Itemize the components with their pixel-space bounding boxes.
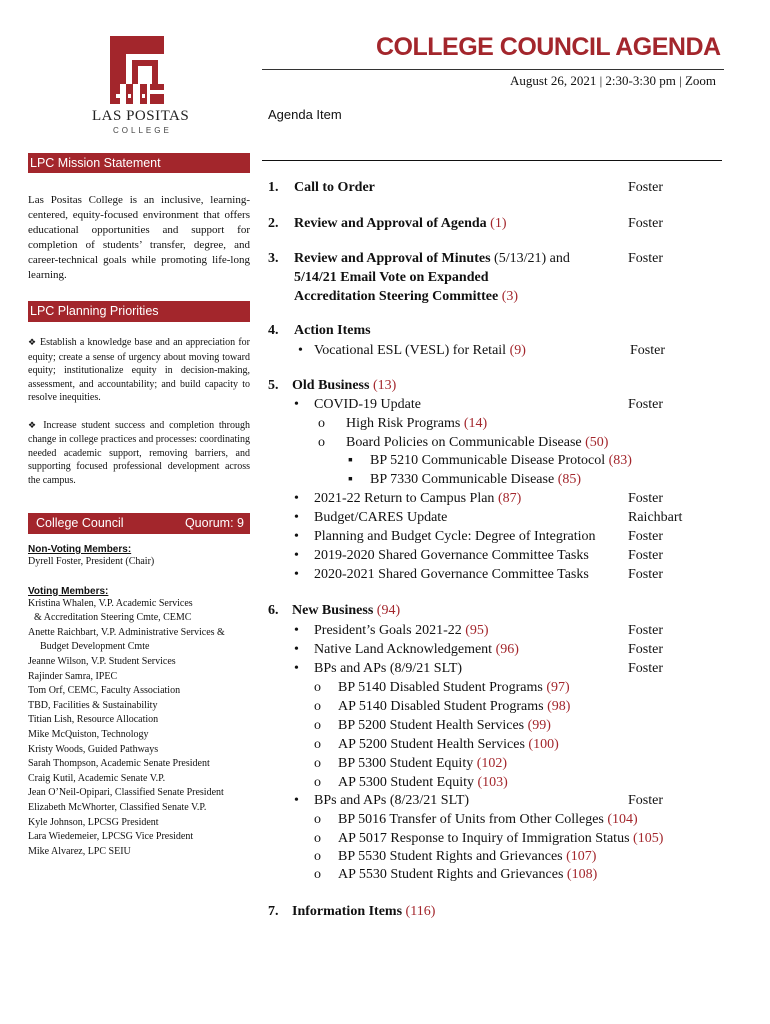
agenda-subitem: • 2019-2020 Shared Governance Committee Tasks Foster [268,546,708,566]
agenda-subsubitem: o AP 5300 Student Equity (103) [268,773,708,793]
member-item: Jeanne Wilson, V.P. Student Services [28,655,176,667]
page-ref[interactable]: (103) [477,775,508,790]
council-header [28,513,250,533]
circle-bullet-icon: o [314,867,321,882]
page-ref[interactable]: (94) [376,603,401,618]
agenda-item-4: 4. Action Items [268,321,708,341]
page-ref[interactable]: (95) [465,623,489,638]
member-item: Kristina Whalen, V.P. Academic Services [28,597,193,609]
council-title: College Council [36,516,124,530]
council-underline [28,533,250,534]
item-owner: Foster [628,529,663,544]
circle-bullet-icon: o [314,756,321,771]
member-item: & Accreditation Steering Cmte, CEMC [34,612,192,624]
agenda-subsubitem: o BP 5016 Transfer of Units from Other Colleges (104) [268,810,708,830]
agenda-subitem: • 2020-2021 Shared Governance Committee Tasks Foster [268,565,708,585]
item-title: Information Items [292,904,403,919]
item-title: Call to Order [294,180,375,195]
bullet-icon: • [294,567,299,582]
agenda-item-6: 6. New Business (94) [268,603,401,618]
non-voting-header: Non-Voting Members: [28,544,132,555]
page-ref[interactable]: (9) [509,343,526,358]
item-owner: Foster [630,343,665,358]
member-item: TBD, Facilities & Sustainability [28,699,158,711]
small-bullet-icon: ▪ [348,472,353,487]
bullet-icon: • [294,548,299,563]
bullet-icon: • [294,491,299,506]
page-ref[interactable]: (14) [463,416,488,431]
circle-bullet-icon: o [314,718,321,733]
member-item: Dyrell Foster, President (Chair) [28,556,155,567]
circle-bullet-icon: o [314,680,321,695]
page-ref[interactable]: (1) [490,216,507,231]
agenda-subsubitem: o AP 5140 Disabled Student Programs (98) [268,697,708,717]
item-owner: Foster [628,642,663,657]
circle-bullet-icon: o [318,435,325,450]
item-owner: Foster [628,567,663,582]
item-owner: Foster [628,548,663,563]
agenda-subsubitem: o BP 5200 Student Health Services (99) [268,716,708,736]
member-item: Tom Orf, CEMC, Faculty Association [28,685,181,697]
diamond-bullet-icon: ❖ [28,338,37,348]
agenda-subsubitem: o AP 5017 Response to Inquiry of Immigration Status (105) [268,829,708,849]
agenda-subitem: • BPs and APs (8/23/21 SLT) Foster [268,791,708,811]
priority-item: ❖ Increase student success and completion through change in college practices and processes: coordinating needed academic support, removing barriers, and supporting focused professional development across the campus. [28,419,250,486]
priorities-underline [28,321,250,322]
bullet-icon: • [294,623,299,638]
circle-bullet-icon: o [314,812,321,827]
logo-subtitle: COLLEGE [113,126,172,135]
member-item: Mike Alvarez, LPC SEIU [28,845,131,857]
agenda-subsubitem: o BP 5140 Disabled Student Programs (97) [268,678,708,698]
item-title: Old Business [292,378,370,393]
agenda-item-header: Agenda Item [268,107,342,122]
item-owner: Foster [628,491,663,506]
mission-text: Las Positas College is an inclusive, learning-centered, equity-focused environment that offers educational opportunities and support for completion of students’ transfer, degree, and career-technical goals while promoting life-long learning. [28,194,250,281]
page-ref[interactable]: (96) [495,642,519,657]
bullet-icon: • [294,661,299,676]
item-owner: Raichbart [628,510,683,525]
item-title-date: (5/13/21) and [490,251,570,266]
page-ref[interactable]: (108) [566,867,598,882]
page-ref[interactable]: (116) [405,904,436,919]
bullet-icon: • [294,793,299,808]
priorities-header: LPC Planning Priorities [28,301,250,321]
agenda-subsubsubitem: ▪ BP 5210 Communicable Disease Protocol (83) [268,451,708,471]
agenda-divider [262,160,722,161]
page-ref[interactable]: (85) [557,472,582,487]
page-ref[interactable]: (105) [633,831,664,846]
agenda-item-3-line3: Accreditation Steering Committee (3) [294,289,519,304]
page-ref[interactable]: (87) [497,491,522,506]
circle-bullet-icon: o [318,416,325,431]
circle-bullet-icon: o [314,737,321,752]
bullet-icon: • [294,510,299,525]
page-ref[interactable]: (99) [527,718,551,733]
page-ref[interactable]: (13) [372,378,397,393]
member-item: Kristy Woods, Guided Pathways [28,743,159,755]
page-ref[interactable]: (100) [528,737,559,752]
item-owner: Foster [628,661,663,676]
meeting-info: August 26, 2021 | 2:30-3:30 pm | Zoom [510,73,716,88]
agenda-item-1: 1. Call to Order Foster [268,178,708,198]
item-owner: Foster [628,623,663,638]
page-ref[interactable]: (104) [607,812,638,827]
page-ref[interactable]: (3) [501,289,519,304]
bullet-icon: • [298,343,303,358]
member-item: Anette Raichbart, V.P. Administrative Services & [28,626,225,638]
agenda-item-7: 7. Information Items (116) [268,904,436,919]
item-owner: Foster [628,180,663,195]
circle-bullet-icon: o [314,775,321,790]
title-divider [262,69,724,70]
item-title: New Business [292,603,374,618]
quorum-count: Quorum: 9 [184,516,244,530]
member-item: Jean O’Neil-Opipari, Classified Senate President [28,787,224,799]
diamond-bullet-icon: ❖ [28,420,39,431]
member-item: Elizabeth McWhorter, Classified Senate V.P. [28,801,207,813]
page-ref[interactable]: (97) [546,680,570,695]
member-item: Rajinder Samra, IPEC [28,670,118,682]
page-ref[interactable]: (50) [585,435,609,450]
circle-bullet-icon: o [314,849,321,864]
page-ref[interactable]: (83) [608,453,632,468]
agenda-subsubitem: o AP 5200 Student Health Services (100) [268,735,708,755]
agenda-subsubitem: o Board Policies on Communicable Disease (50) [268,433,708,453]
bullet-icon: • [294,642,299,657]
agenda-subitem: • Budget/CARES Update Raichbart [268,508,708,528]
agenda-subitem: • 2021-22 Return to Campus Plan (87) Foster [268,489,708,509]
agenda-item-5: 5. Old Business (13) [268,378,397,393]
circle-bullet-icon: o [314,699,321,714]
agenda-subsubitem: o AP 5530 Student Rights and Grievances (108) [268,865,708,885]
member-item: Lara Wiedemeier, LPCSG Vice President [28,831,194,843]
page-ref[interactable]: (98) [547,699,571,714]
circle-bullet-icon: o [314,831,321,846]
page-title: COLLEGE COUNCIL AGENDA [376,33,721,61]
agenda-subitem: • Native Land Acknowledgement (96) Foster [268,640,708,660]
sidebar [28,153,250,859]
logo-name: LAS POSITAS [92,108,190,124]
item-title: Review and Approval of Minutes [294,251,491,266]
bullet-icon: • [294,529,299,544]
agenda-subsubitem: o BP 5530 Student Rights and Grievances (107) [268,847,708,867]
member-item: Titian Lish, Resource Allocation [28,714,159,726]
item-owner: Foster [628,397,663,412]
mission-header: LPC Mission Statement [28,153,250,173]
item-owner: Foster [628,216,663,231]
agenda-subsubitem: o High Risk Programs (14) [268,414,708,434]
item-title: Action Items [294,323,371,338]
item-title: Review and Approval of Agenda [294,216,487,231]
member-item: Craig Kutil, Academic Senate V.P. [28,772,166,784]
agenda-item-3-line2: 5/14/21 Email Vote on Expanded [294,270,489,285]
item-owner: Foster [628,793,663,808]
priority-item: ❖ Establish a knowledge base and an appreciation for equity; create a sense of urgency about moving toward equity; institutionalize equity in decision-making, assessment, and accountability; and build capacity to resolve inequities. [28,337,250,403]
member-item: Budget Development Cmte [40,641,150,653]
agenda-subitem: • President’s Goals 2021-22 (95) Foster [268,621,708,641]
agenda-subsubsubitem: ▪ BP 7330 Communicable Disease (85) [268,470,708,490]
agenda-subitem: • COVID-19 Update Foster [268,395,708,415]
bullet-icon: • [294,397,299,412]
agenda-subitem: • Vocational ESL (VESL) for Retail (9) Foster [268,341,708,361]
member-item: Mike McQuiston, Technology [28,728,149,740]
page-ref[interactable]: (102) [476,756,508,771]
member-item: Sarah Thompson, Academic Senate President [28,758,210,770]
member-item: Kyle Johnson, LPCSG President [28,816,159,828]
item-owner: Foster [628,251,663,266]
agenda-item-3: 3. Review and Approval of Minutes (5/13/21) and Foster [268,249,708,269]
agenda-subitem: • Planning and Budget Cycle: Degree of Integration Foster [268,527,708,547]
voting-header: Voting Members: [28,585,109,597]
agenda-subitem: • BPs and APs (8/9/21 SLT) Foster [268,659,708,679]
agenda-item-2: 2. Review and Approval of Agenda (1) Foster [268,214,708,234]
page-ref[interactable]: (107) [566,849,597,864]
small-bullet-icon: ▪ [348,453,353,468]
agenda-subsubitem: o BP 5300 Student Equity (102) [268,754,708,774]
